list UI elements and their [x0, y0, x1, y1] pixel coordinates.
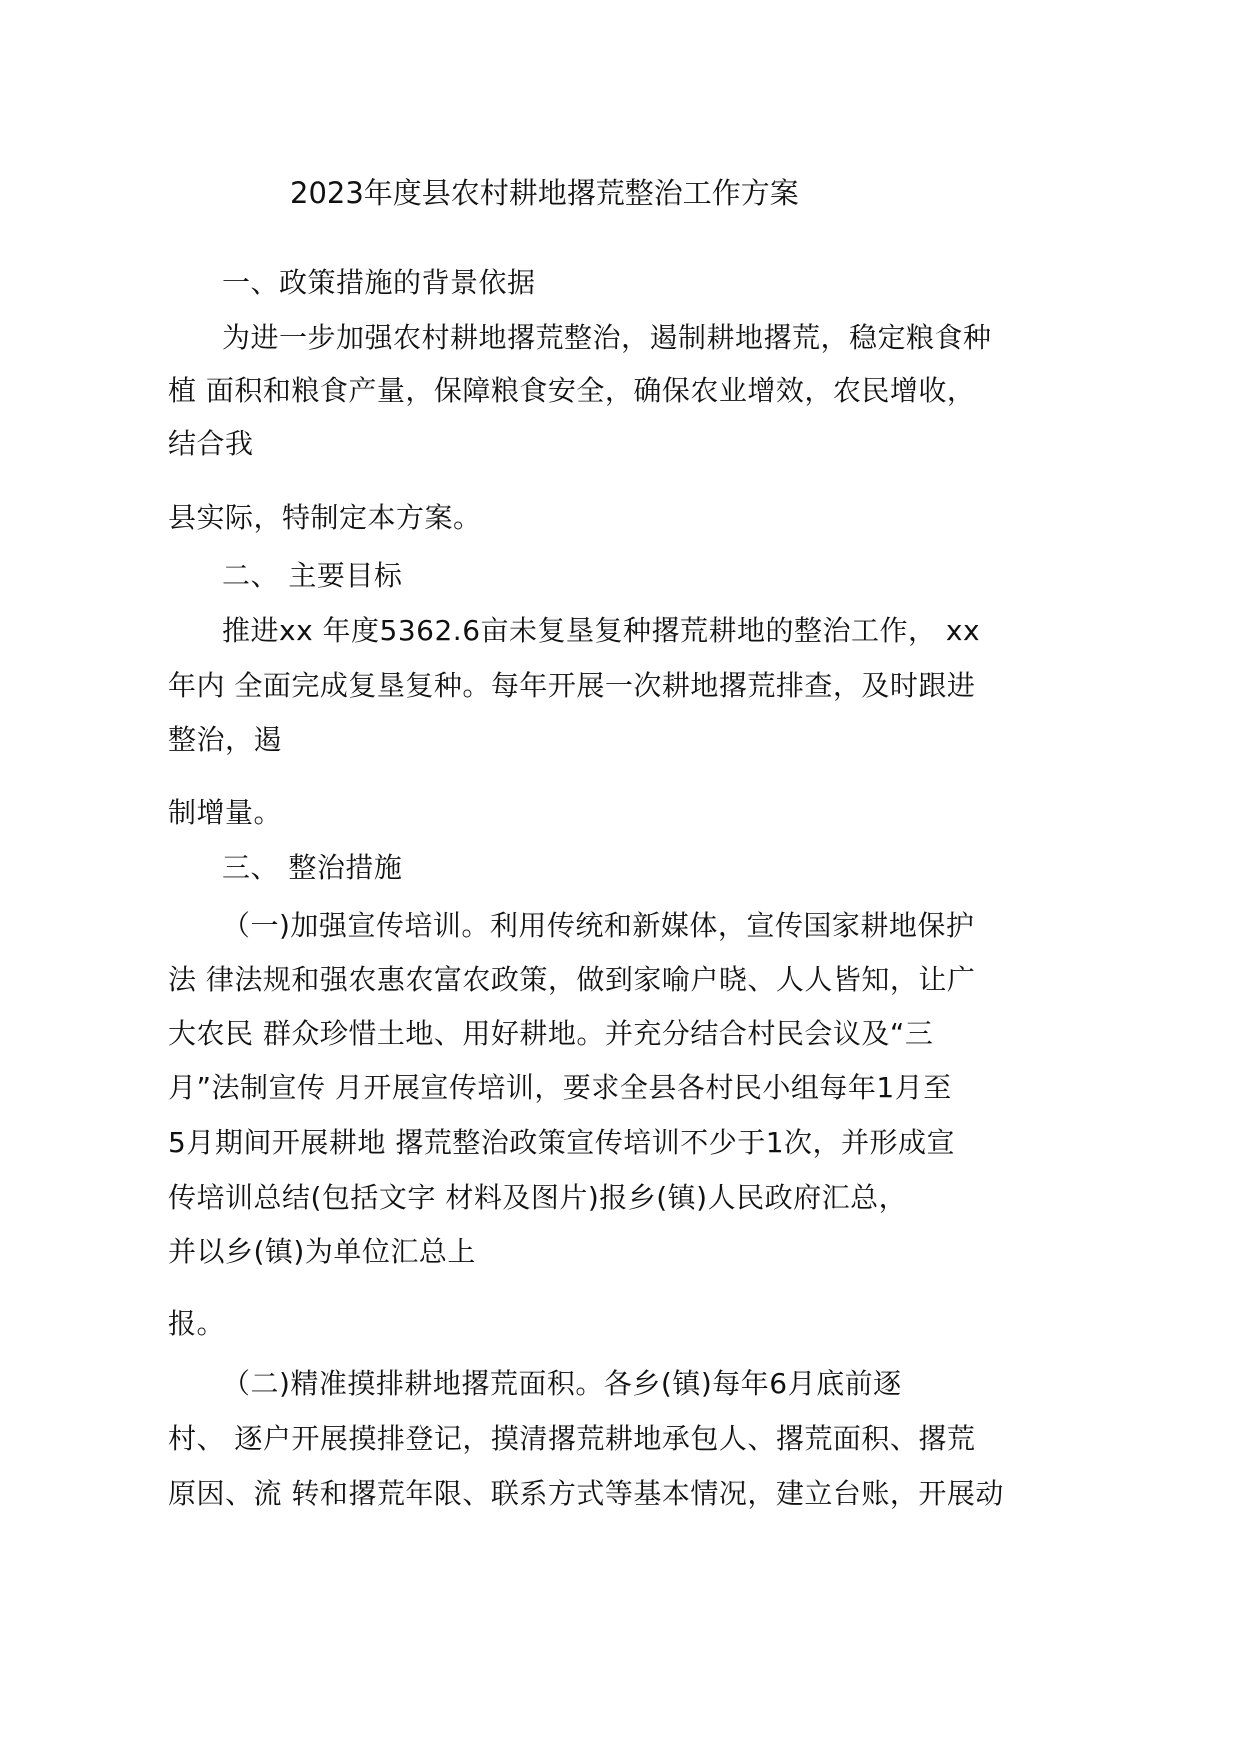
paragraph-line: 推进xx 年度5362.6亩未复垦复种撂荒耕地的整治工作， xx [222, 614, 981, 647]
paragraph-line: 大农民 群众珍惜土地、用好耕地。并充分结合村民会议及“三 [168, 1017, 934, 1050]
paragraph-line: （二)精准摸排耕地撂荒面积。各乡(镇)每年6月底前逐 [222, 1367, 902, 1400]
paragraph-line: 为进一步加强农村耕地撂荒整治，遏制耕地撂荒，稳定粮食种 [222, 321, 992, 354]
paragraph-line: 整治，遏 [168, 723, 283, 756]
paragraph-line: 原因、流 转和撂荒年限、联系方式等基本情况，建立台账，开展动 [168, 1477, 1004, 1510]
paragraph-line: 传培训总结(包括文字 材料及图片)报乡(镇)人民政府汇总， [168, 1181, 908, 1214]
paragraph-line: （一)加强宣传培训。利用传统和新媒体，宣传国家耕地保护 [222, 909, 975, 942]
paragraph-line: 5月期间开展耕地 撂荒整治政策宣传培训不少于1次，并形成宣 [168, 1126, 956, 1159]
section-heading-2: 二、 主要目标 [222, 559, 403, 592]
paragraph-line: 报。 [168, 1307, 226, 1340]
section-heading-1: 一、政策措施的背景依据 [222, 266, 536, 299]
paragraph-line: 结合我 [168, 427, 254, 460]
paragraph-line: 村、 逐户开展摸排登记，摸清撂荒耕地承包人、撂荒面积、撂荒 [168, 1422, 976, 1455]
paragraph-line: 月”法制宣传 月开展宣传培训，要求全县各村民小组每年1月至 [168, 1071, 952, 1104]
paragraph-line: 制增量。 [168, 796, 283, 829]
paragraph-line: 植 面积和粮食产量，保障粮食安全，确保农业增效，农民增收， [168, 374, 976, 407]
paragraph-line: 年内 全面完成复垦复种。每年开展一次耕地撂荒排查，及时跟进 [168, 669, 976, 702]
document-title: 2023年度县农村耕地撂荒整治工作方案 [290, 176, 799, 210]
paragraph-line: 县实际，特制定本方案。 [168, 501, 482, 534]
paragraph-line: 法 律法规和强农惠农富农政策，做到家喻户晓、人人皆知，让广 [168, 963, 976, 996]
section-heading-3: 三、 整治措施 [222, 851, 403, 884]
paragraph-line: 并以乡(镇)为单位汇总上 [168, 1235, 476, 1268]
